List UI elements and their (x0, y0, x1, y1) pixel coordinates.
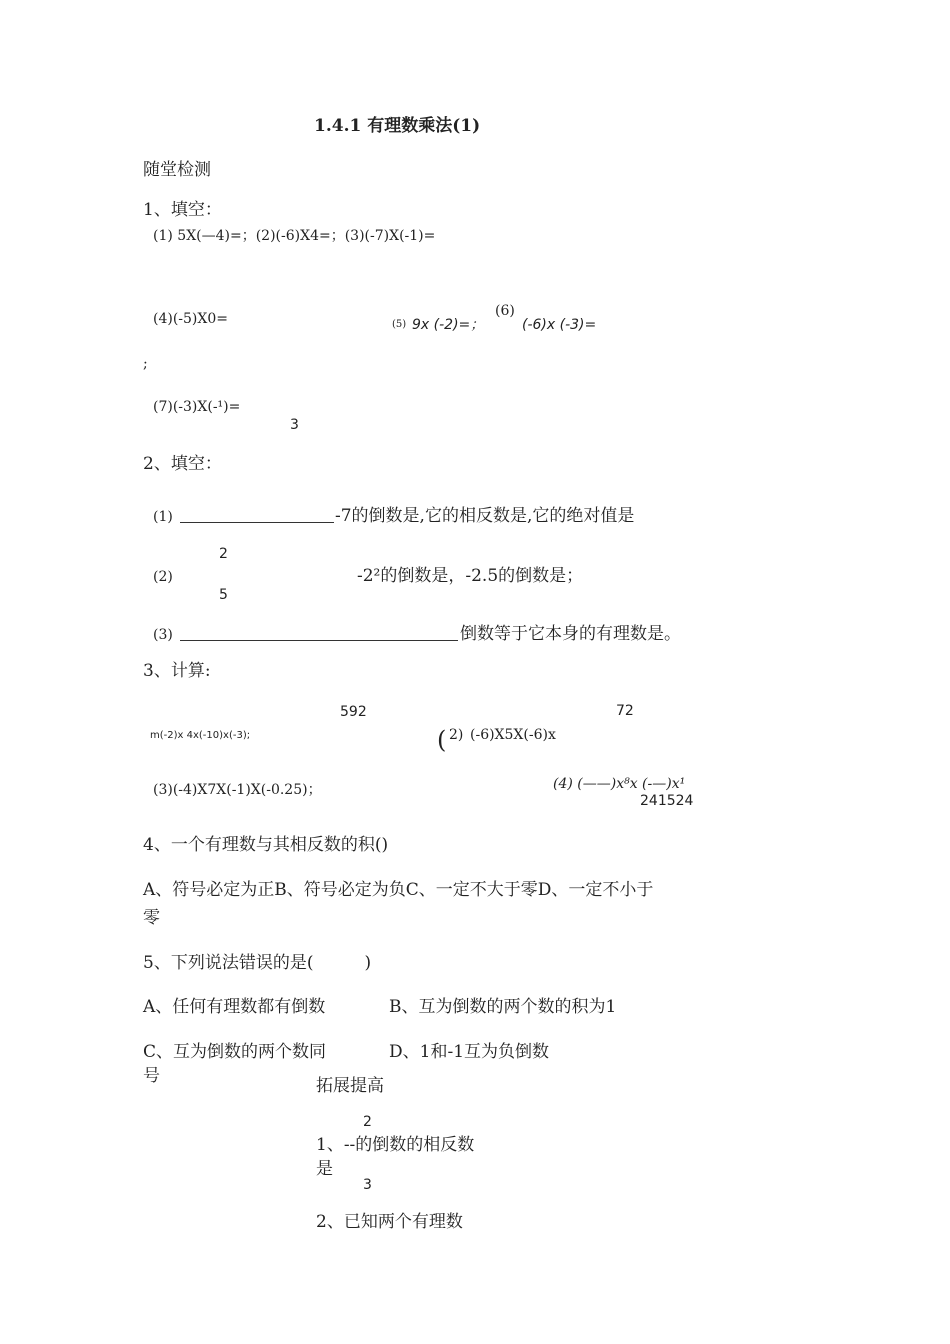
q2-item3-text: 倒数等于它本身的有理数是。 (460, 624, 681, 644)
q1-item4: (4)(-5)X0= (153, 311, 228, 327)
q3-item3: (3)(-4)X7X(-1)X(-0.25)； (153, 782, 322, 798)
q1-item7: (7)(-3)X(-¹)= (153, 399, 241, 415)
extension-heading: 拓展提高 (316, 1076, 384, 1096)
q1-item6-number: (6) (495, 303, 515, 319)
q2-item3-blank[interactable] (180, 640, 458, 641)
q1-heading: 1、填空： (143, 200, 222, 220)
q3-item1-expression: m(-2)x 4x(-10)x(-3); (150, 730, 251, 741)
q1-item6-expression: (-6)x (-3)= (522, 317, 597, 333)
q3-item4-expression: (4) (——)x⁸x (-—)x¹ (553, 776, 686, 792)
q5-option-d: D、1和-1互为负倒数 (389, 1042, 550, 1062)
extension-item2: 2、已知两个有理数 (316, 1212, 463, 1232)
q4-question: 4、一个有理数与其相反数的积() (143, 835, 389, 855)
q1-row1: (1) 5X(—4)=；(2)(-6)X4=；(3)(-7)X(-1)= (153, 228, 436, 244)
q3-item2-paren: ( (437, 726, 447, 754)
q2-item2-fraction-numerator: 2 (219, 546, 228, 562)
q4-options-line1: A、符号必定为正B、符号必定为负C、一定不大于零D、一定不小于 (143, 880, 654, 900)
section-heading-check: 随堂检测 (143, 160, 211, 180)
q3-heading: 3、计算: (143, 661, 211, 681)
q2-heading: 2、填空： (143, 454, 222, 474)
extension-item1-line2: 是 (316, 1159, 333, 1179)
extension-item1-line1: 1、--的倒数的相反数 (316, 1135, 475, 1155)
q3-item2-expression: (-6)X5X(-6)x (470, 727, 556, 743)
q2-item1-number: (1) (153, 509, 173, 525)
page-title: 1.4.1 有理数乘法(1) (314, 116, 481, 136)
q5-option-c-line1: C、互为倒数的两个数同 (143, 1042, 327, 1062)
extension-item1-numerator: 2 (363, 1114, 372, 1130)
extension-item1-denominator: 3 (363, 1177, 372, 1193)
q4-options-line2: 零 (143, 908, 160, 928)
q3-item2-number: 2) (449, 727, 464, 743)
q1-item5-number: (5) (392, 319, 407, 330)
q2-item1-blank[interactable] (180, 522, 334, 523)
q2-item1-text: -7的倒数是,它的相反数是,它的绝对值是 (335, 506, 635, 526)
q1-item5-expression: 9x (-2)=； (412, 317, 485, 333)
q5-option-c-line2: 号 (143, 1066, 160, 1086)
q2-item2-fraction-denominator: 5 (219, 587, 228, 603)
q3-item1-top: 592 (340, 704, 367, 720)
q2-item2-text: -2²的倒数是，-2.5的倒数是； (357, 566, 584, 586)
q2-item3-number: (3) (153, 627, 173, 643)
q1-semicolon: ; (143, 356, 148, 372)
q3-item4-bottom: 241524 (640, 793, 694, 809)
q5-question: 5、下列说法错误的是( ) (143, 953, 372, 973)
q5-option-a: A、任何有理数都有倒数 (143, 997, 326, 1017)
q3-item2-top: 72 (616, 703, 634, 719)
q1-item7-denominator: 3 (290, 417, 299, 433)
q2-item2-number: (2) (153, 569, 173, 585)
q5-option-b: B、互为倒数的两个数的积为1 (389, 997, 617, 1017)
